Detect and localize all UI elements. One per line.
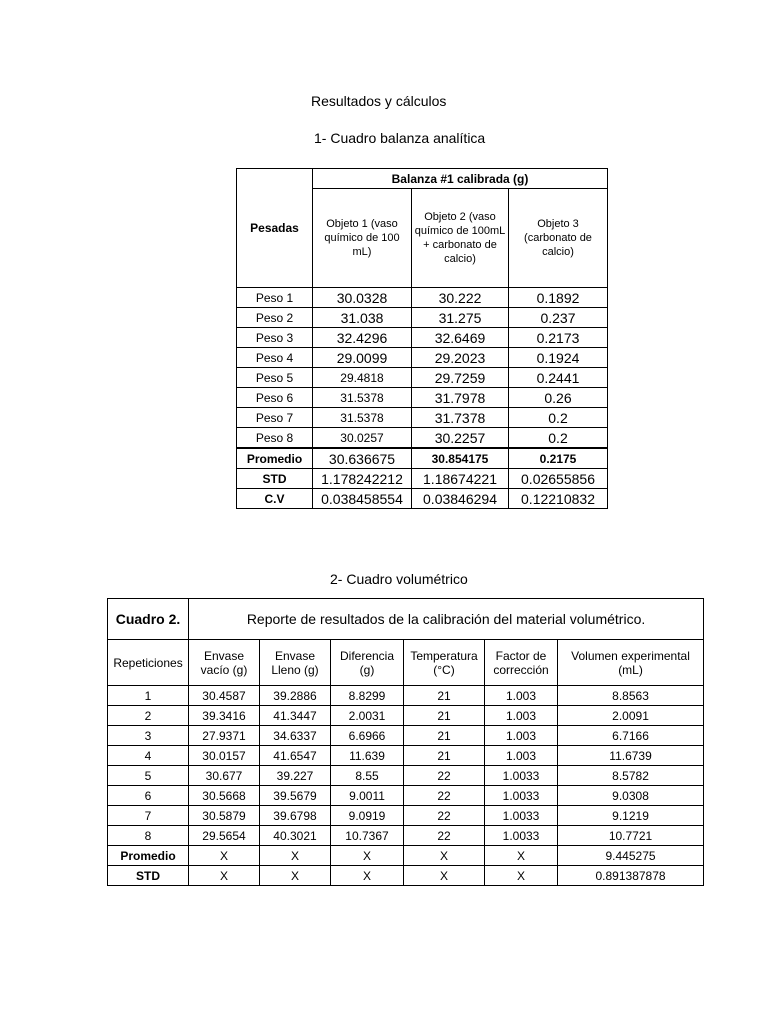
table-cell: 30.222 bbox=[412, 288, 509, 308]
table-cell: 21 bbox=[404, 706, 485, 726]
table-cell: 1.0033 bbox=[485, 786, 558, 806]
table-cell: 21 bbox=[404, 726, 485, 746]
document-title: Resultados y cálculos bbox=[311, 93, 447, 109]
table-cell: 0.038458554 bbox=[313, 489, 412, 509]
table-cell: 39.3416 bbox=[189, 706, 260, 726]
table-row bbox=[108, 806, 704, 826]
table-cell: 31.5378 bbox=[313, 408, 412, 428]
table-cell: 0.2173 bbox=[509, 328, 608, 348]
row-label: 8 bbox=[108, 826, 189, 846]
table-row bbox=[108, 726, 704, 746]
table-cell: 41.3447 bbox=[260, 706, 331, 726]
row-label: Promedio bbox=[237, 448, 313, 469]
table-cell: X bbox=[260, 866, 331, 886]
row-label: STD bbox=[108, 866, 189, 886]
table-row bbox=[237, 368, 608, 388]
table-cell: X bbox=[260, 846, 331, 866]
table-2-subtitle: Reporte de resultados de la calibración del material volumétrico. bbox=[189, 599, 704, 640]
table-cell: 32.4296 bbox=[313, 328, 412, 348]
table-row bbox=[237, 288, 608, 308]
table-cell: 0.26 bbox=[509, 388, 608, 408]
column-header: Diferencia (g) bbox=[331, 640, 404, 686]
table-cell: 1.003 bbox=[485, 726, 558, 746]
table-row bbox=[108, 786, 704, 806]
table-cell: 10.7721 bbox=[558, 826, 704, 846]
table-2-title: Cuadro 2. bbox=[108, 599, 189, 640]
table-cell: 29.2023 bbox=[412, 348, 509, 368]
row-label: 4 bbox=[108, 746, 189, 766]
row-label: Promedio bbox=[108, 846, 189, 866]
volumetric-table bbox=[107, 598, 704, 886]
table-cell: 0.2 bbox=[509, 408, 608, 428]
table-cell: 31.7978 bbox=[412, 388, 509, 408]
table-cell: 31.7378 bbox=[412, 408, 509, 428]
table-cell: 29.4818 bbox=[313, 368, 412, 388]
table-cell: 8.5782 bbox=[558, 766, 704, 786]
column-header: Factor de corrección bbox=[485, 640, 558, 686]
table-cell: 30.5668 bbox=[189, 786, 260, 806]
column-header-objeto-3: Objeto 3 (carbonato de calcio) bbox=[509, 189, 608, 288]
table-cell: 0.02655856 bbox=[509, 469, 608, 489]
table-cell: 9.0919 bbox=[331, 806, 404, 826]
table-cell: 30.5879 bbox=[189, 806, 260, 826]
table-cell: 1.003 bbox=[485, 686, 558, 706]
table-row bbox=[108, 866, 704, 886]
column-header: Volumen experimental (mL) bbox=[558, 640, 704, 686]
pesadas-header: Pesadas bbox=[237, 169, 313, 288]
table-cell: 30.677 bbox=[189, 766, 260, 786]
row-label: 5 bbox=[108, 766, 189, 786]
table-cell: 30.4587 bbox=[189, 686, 260, 706]
table-cell: 29.0099 bbox=[313, 348, 412, 368]
table-cell: 30.0157 bbox=[189, 746, 260, 766]
table-cell: 39.2886 bbox=[260, 686, 331, 706]
table-row bbox=[237, 428, 608, 449]
table-cell: 2.0091 bbox=[558, 706, 704, 726]
table-cell: 6.7166 bbox=[558, 726, 704, 746]
table-cell: X bbox=[331, 866, 404, 886]
table-cell: 11.6739 bbox=[558, 746, 704, 766]
table-cell: X bbox=[189, 866, 260, 886]
table-cell: 31.038 bbox=[313, 308, 412, 328]
table-row bbox=[108, 706, 704, 726]
table-cell: X bbox=[404, 866, 485, 886]
table-cell: 1.0033 bbox=[485, 806, 558, 826]
table-row bbox=[108, 846, 704, 866]
column-header: Repeticiones bbox=[108, 640, 189, 686]
table-cell: 10.7367 bbox=[331, 826, 404, 846]
column-header: Envase Lleno (g) bbox=[260, 640, 331, 686]
table-cell: 11.639 bbox=[331, 746, 404, 766]
table-row bbox=[237, 408, 608, 428]
table-cell: 34.6337 bbox=[260, 726, 331, 746]
column-header: Envase vacío (g) bbox=[189, 640, 260, 686]
row-label: Peso 4 bbox=[237, 348, 313, 368]
table-cell: 22 bbox=[404, 766, 485, 786]
table-cell: 31.275 bbox=[412, 308, 509, 328]
row-label: 7 bbox=[108, 806, 189, 826]
table-row bbox=[108, 766, 704, 786]
table-cell: 9.1219 bbox=[558, 806, 704, 826]
column-header: Temperatura (°C) bbox=[404, 640, 485, 686]
table-cell: 0.237 bbox=[509, 308, 608, 328]
row-label: 2 bbox=[108, 706, 189, 726]
table-cell: 22 bbox=[404, 806, 485, 826]
table-cell: 1.0033 bbox=[485, 766, 558, 786]
row-label: C.V bbox=[237, 489, 313, 509]
row-label: 6 bbox=[108, 786, 189, 806]
table-cell: 6.6966 bbox=[331, 726, 404, 746]
table-cell: 0.1924 bbox=[509, 348, 608, 368]
row-label: STD bbox=[237, 469, 313, 489]
table-cell: 9.445275 bbox=[558, 846, 704, 866]
row-label: Peso 2 bbox=[237, 308, 313, 328]
row-label: Peso 7 bbox=[237, 408, 313, 428]
table-cell: 41.6547 bbox=[260, 746, 331, 766]
table-cell: 22 bbox=[404, 786, 485, 806]
row-label: Peso 8 bbox=[237, 428, 313, 449]
table-cell: 39.6798 bbox=[260, 806, 331, 826]
row-label: Peso 6 bbox=[237, 388, 313, 408]
table-cell: 39.5679 bbox=[260, 786, 331, 806]
analytical-balance-table bbox=[236, 168, 608, 509]
table-cell: 27.9371 bbox=[189, 726, 260, 746]
table-cell: X bbox=[485, 866, 558, 886]
table-row bbox=[108, 746, 704, 766]
balance-group-header: Balanza #1 calibrada (g) bbox=[313, 169, 608, 189]
table-row bbox=[108, 826, 704, 846]
table-cell: 21 bbox=[404, 686, 485, 706]
table-cell: 8.55 bbox=[331, 766, 404, 786]
table-cell: 8.8299 bbox=[331, 686, 404, 706]
row-label: Peso 3 bbox=[237, 328, 313, 348]
table-row-promedio bbox=[237, 448, 608, 469]
table-cell: X bbox=[485, 846, 558, 866]
table-row bbox=[237, 388, 608, 408]
row-label: 3 bbox=[108, 726, 189, 746]
table-cell: 22 bbox=[404, 826, 485, 846]
table-cell: 30.636675 bbox=[313, 448, 412, 469]
table-cell: 0.2 bbox=[509, 428, 608, 449]
table-cell: X bbox=[404, 846, 485, 866]
table-cell: 2.0031 bbox=[331, 706, 404, 726]
table-row bbox=[237, 308, 608, 328]
table-row-std bbox=[237, 469, 608, 489]
table-cell: 21 bbox=[404, 746, 485, 766]
table-cell: 0.12210832 bbox=[509, 489, 608, 509]
table-cell: 1.18674221 bbox=[412, 469, 509, 489]
table-cell: 29.7259 bbox=[412, 368, 509, 388]
table-cell: 31.5378 bbox=[313, 388, 412, 408]
table-cell: 0.891387878 bbox=[558, 866, 704, 886]
table-cell: 1.003 bbox=[485, 706, 558, 726]
table-cell: 40.3021 bbox=[260, 826, 331, 846]
table-cell: 30.854175 bbox=[412, 448, 509, 469]
row-label: Peso 5 bbox=[237, 368, 313, 388]
table-cell: 1.178242212 bbox=[313, 469, 412, 489]
table-cell: 1.0033 bbox=[485, 826, 558, 846]
table-cell: X bbox=[189, 846, 260, 866]
table-row bbox=[108, 686, 704, 706]
section-2-heading: 2- Cuadro volumétrico bbox=[330, 571, 468, 587]
table-row bbox=[237, 328, 608, 348]
table-cell: 39.227 bbox=[260, 766, 331, 786]
table-cell: 0.03846294 bbox=[412, 489, 509, 509]
column-header-objeto-2: Objeto 2 (vaso químico de 100mL + carbonato de calcio) bbox=[412, 189, 509, 288]
row-label: 1 bbox=[108, 686, 189, 706]
table-row bbox=[237, 348, 608, 368]
row-label: Peso 1 bbox=[237, 288, 313, 308]
table-cell: 0.2175 bbox=[509, 448, 608, 469]
table-row-cv bbox=[237, 489, 608, 509]
table-cell: 1.003 bbox=[485, 746, 558, 766]
table-cell: 0.2441 bbox=[509, 368, 608, 388]
table-cell: 30.0328 bbox=[313, 288, 412, 308]
table-cell: X bbox=[331, 846, 404, 866]
table-cell: 30.0257 bbox=[313, 428, 412, 449]
section-1-heading: 1- Cuadro balanza analítica bbox=[314, 130, 486, 146]
table-cell: 0.1892 bbox=[509, 288, 608, 308]
table-cell: 9.0011 bbox=[331, 786, 404, 806]
table-cell: 30.2257 bbox=[412, 428, 509, 449]
table-cell: 29.5654 bbox=[189, 826, 260, 846]
table-cell: 32.6469 bbox=[412, 328, 509, 348]
table-cell: 9.0308 bbox=[558, 786, 704, 806]
table-cell: 8.8563 bbox=[558, 686, 704, 706]
column-header-objeto-1: Objeto 1 (vaso químico de 100 mL) bbox=[313, 189, 412, 288]
